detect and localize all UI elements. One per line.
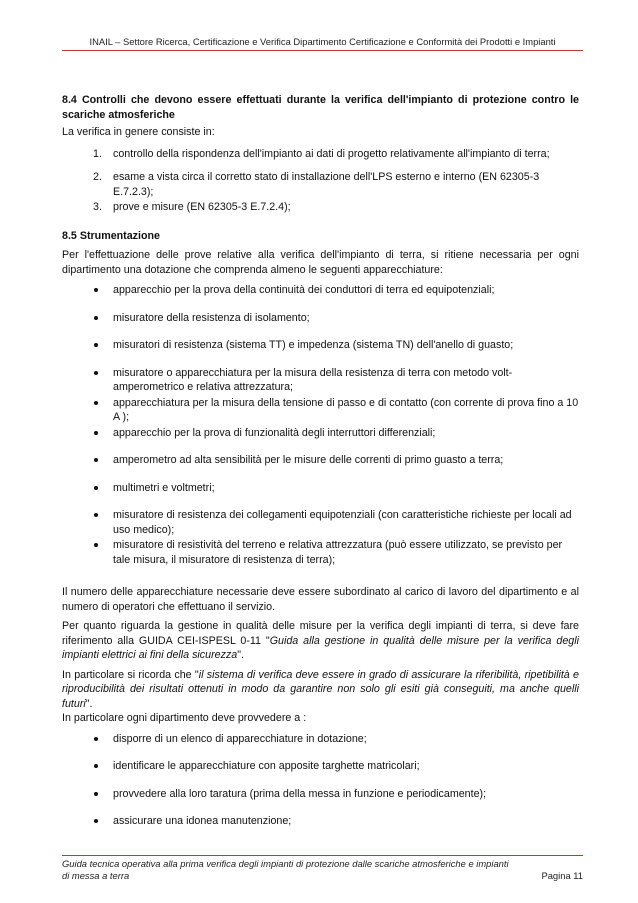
section-8-5-heading: 8.5 Strumentazione (62, 229, 160, 242)
paragraph-department-duties: In particolare ogni dipartimento deve provvedere a : (62, 712, 307, 724)
paragraph-verification-system: In particolare si ricorda che "il sistema di verifica deve essere in grado di assicurare la riferibilità, ripetibilità e riproducibilità dei risultati ottenuti in modo da garantire non solo gli esiti già conseguiti, ma anche quelli futuri". (62, 668, 579, 710)
bullet-icon (94, 486, 98, 490)
list-item: apparecchio per la prova della continuità dei conduttori di terra ed equipotenziali; (62, 283, 579, 298)
bullet-icon (94, 458, 98, 462)
bullet-icon (94, 431, 98, 435)
list-item: misuratore della resistenza di isolamento; (62, 311, 579, 326)
list-item: assicurare una idonea manutenzione; (62, 814, 579, 829)
list-item: misuratore di resistenza dei collegamenti equipotenziali (con caratteristiche richieste per locali ad uso medico); (62, 508, 579, 537)
verification-steps-list (62, 147, 579, 215)
page-header: INAIL – Settore Ricerca, Certificazione e Verifica Dipartimento Certificazione e Conformità dei Prodotti e Impianti (89, 36, 556, 47)
bullet-icon (94, 792, 98, 796)
list-item: amperometro ad alta sensibilità per le misure delle correnti di primo guasto a terra; (62, 453, 579, 468)
list-item: 1. controllo della rispondenza dell'impianto ai dati di progetto relativamente all'impianto di terra; (93, 147, 550, 160)
list-item: multimetri e voltmetri; (62, 481, 579, 496)
bullet-icon (94, 288, 98, 292)
list-item: identificare le apparecchiature con apposite targhette matricolari; (62, 759, 579, 774)
bullet-icon (94, 737, 98, 741)
duties-list (62, 732, 579, 829)
bullet-icon (94, 316, 98, 320)
list-item: disporre di un elenco di apparecchiature in dotazione; (62, 732, 579, 747)
list-item: apparecchio per la prova di funzionalità degli interruttori differenziali; (62, 426, 579, 441)
footer-title-line-1: Guida tecnica operativa alla prima verifica degli impianti di protezione dalle scariche atmosferiche e impianti (62, 858, 509, 869)
bullet-icon (94, 543, 98, 547)
section-8-4-intro: La verifica in genere consiste in: (62, 126, 215, 138)
page-number: Pagina 11 (541, 870, 583, 881)
list-item: misuratori di resistenza (sistema TT) e impedenza (sistema TN) dell'anello di guasto; (62, 338, 579, 353)
section-8-5-intro: Per l'effettuazione delle prove relative alla verifica dell'impianto di terra, si ritiene necessaria per ogni dipartimento una dotazione che comprenda almeno le seguenti apparecchiature: (62, 249, 579, 276)
footer-title-line-2: di messa a terra (62, 870, 130, 881)
list-item: 2. esame a vista circa il corretto stato di installazione dell'LPS esterno e interno (EN 62305-3 E.7.2.3); (93, 171, 540, 198)
bullet-icon (94, 819, 98, 823)
page-content (62, 93, 579, 842)
bullet-icon (94, 343, 98, 347)
list-item: 3. prove e misure (EN 62305-3 E.7.2.4); (93, 201, 291, 213)
list-item: provvedere alla loro taratura (prima della messa in funzione e periodicamente); (62, 787, 579, 802)
paragraph-equipment-number: Il numero delle apparecchiature necessarie deve essere subordinato al carico di lavoro del dipartimento e al numero di operatori che effettuano il servizio. (62, 586, 579, 613)
list-item: misuratore o apparecchiatura per la misura della resistenza di terra con metodo volt-amperometrico e relativa attrezzatura; (62, 366, 579, 395)
bullet-icon (94, 764, 98, 768)
bullet-icon (94, 513, 98, 517)
bullet-icon (94, 401, 98, 405)
paragraph-quality-guide: Per quanto riguarda la gestione in qualità delle misure per la verifica degli impianti di terra, si deve fare riferimento alla GUIDA CEI-ISPESL 0-11 "Guida alla gestione in qualità delle misure per la verifica degli impianti elettrici ai fini della sicurezza". (62, 620, 579, 661)
bullet-icon (94, 371, 98, 375)
page-footer (62, 858, 583, 882)
list-item: misuratore di resistività del terreno e relativa attrezzatura (può essere utilizzato, se previsto per tale misura, il misuratore di resistenza di terra); (62, 538, 579, 567)
footer-divider (62, 855, 583, 856)
header-divider (62, 50, 583, 51)
section-8-4-heading: 8.4 Controlli che devono essere effettuati durante la verifica dell'impianto di protezione contro le scariche atmosferiche (62, 94, 579, 121)
list-item: apparecchiatura per la misura della tensione di passo e di contatto (con corrente di prova fino a 10 A ); (62, 396, 579, 425)
equipment-list (62, 283, 579, 567)
